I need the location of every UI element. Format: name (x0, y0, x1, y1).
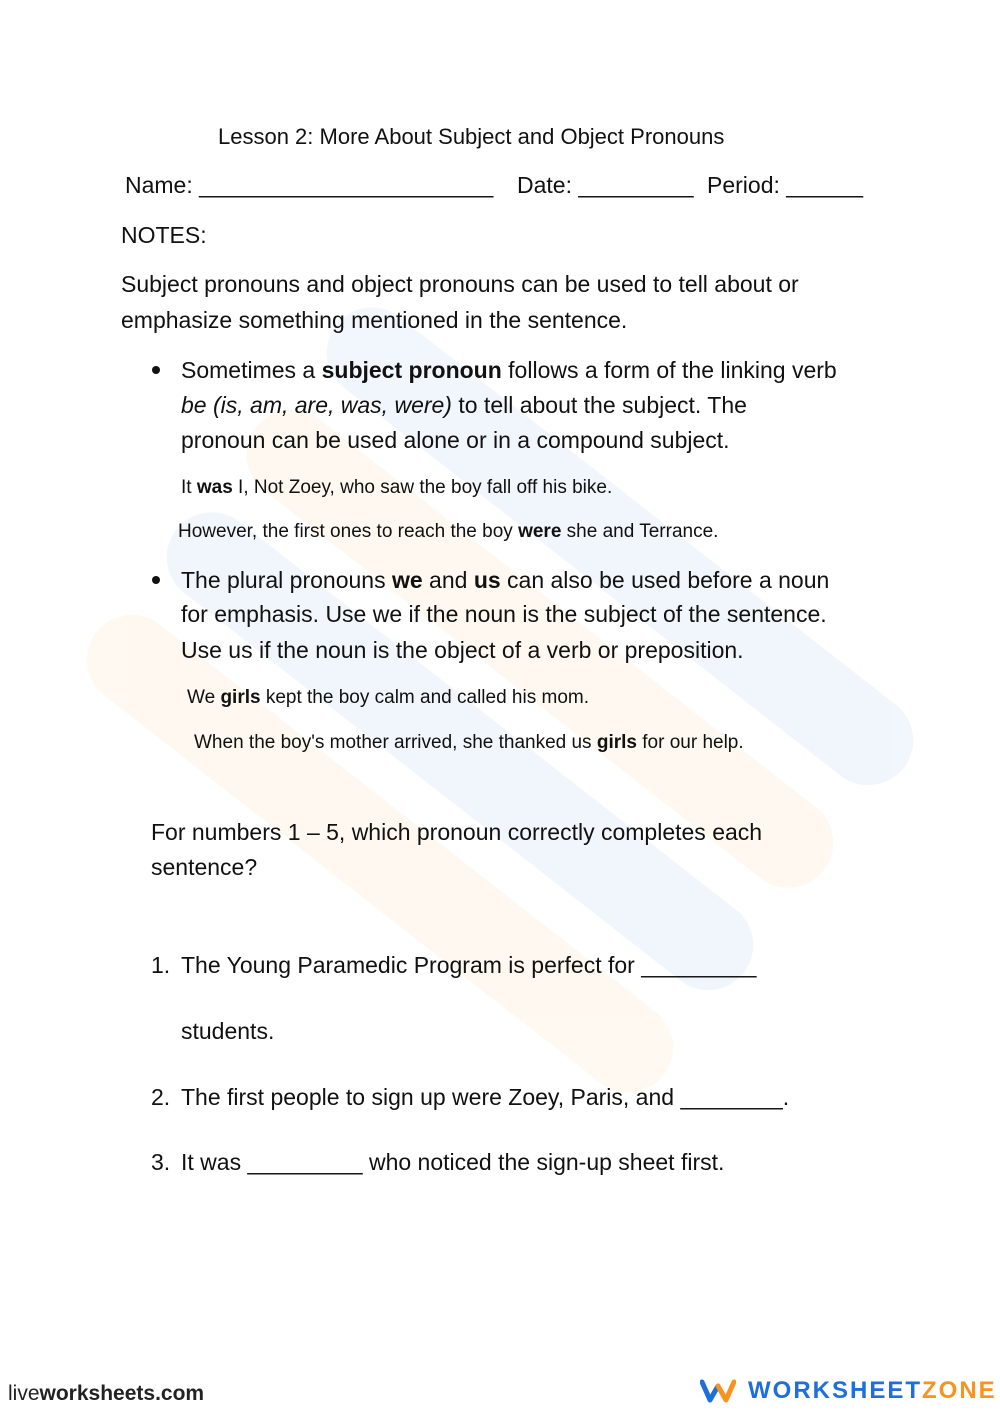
question-1-continuation: students. (181, 1018, 275, 1044)
example-text: However, the first ones to reach the boy (178, 521, 519, 542)
logo-text-worksheet: WORKSHEET (748, 1377, 922, 1404)
example-2 (178, 521, 718, 543)
worksheetzone-w-icon (700, 1379, 736, 1403)
example-1 (181, 477, 612, 499)
logo-text-worksheets: worksheets (39, 1382, 156, 1405)
example-text: It (181, 477, 197, 498)
bullet-dot-2 (152, 576, 160, 584)
example-4 (194, 732, 744, 754)
bullet1-verb-forms: be (is, am, are, was, were) (181, 392, 452, 418)
notes-heading: NOTES: (121, 222, 207, 248)
bullet1-text: Sometimes a (181, 357, 322, 383)
question-3-text[interactable]: It was _________ who noticed the sign-up sheet first. (181, 1149, 725, 1175)
example-text: I, Not Zoey, who saw the boy fall off his bike. (232, 477, 613, 498)
liveworksheets-logo[interactable] (8, 1382, 204, 1406)
example-emphasis: girls (220, 687, 261, 708)
logo-text-zone: ZONE (922, 1377, 997, 1404)
page-title: Lesson 2: More About Subject and Object Pronouns (218, 124, 725, 149)
bullet2-text: and (422, 567, 474, 593)
question-number: 2. (151, 1084, 171, 1110)
intro-line-1: Subject pronouns and object pronouns can be used to tell about or (121, 271, 799, 297)
bullet1-line-2 (181, 392, 747, 419)
instructions-line-2: sentence? (151, 854, 258, 880)
example-emphasis: was (196, 477, 233, 498)
bullet2-line-3: Use us if the noun is the object of a verb or preposition. (181, 637, 744, 663)
example-text: When the boy's mother arrived, she thanked us (194, 732, 597, 753)
example-emphasis: were (518, 521, 562, 542)
bullet2-text: can also be used before a noun (500, 567, 830, 593)
instructions-line-1: For numbers 1 – 5, which pronoun correctly completes each (151, 819, 763, 845)
bullet2-term-us: us (473, 567, 501, 593)
bullet1-line-1 (181, 357, 837, 384)
intro-line-2: emphasize something mentioned in the sentence. (121, 307, 628, 333)
bullet1-term: subject pronoun (321, 357, 502, 383)
question-number: 3. (151, 1149, 171, 1175)
logo-text-com: .com (155, 1382, 205, 1405)
bullet1-line-3: pronoun can be used alone or in a compound subject. (181, 427, 730, 453)
period-field[interactable]: Period: ______ (707, 172, 864, 198)
example-3 (187, 687, 589, 709)
logo-text-live: live (8, 1382, 40, 1405)
date-field[interactable]: Date: _________ (517, 172, 694, 198)
name-field[interactable]: Name: _______________________ (125, 172, 494, 198)
example-text: she and Terrance. (561, 521, 719, 542)
example-text: kept the boy calm and called his mom. (260, 687, 589, 708)
example-emphasis: girls (596, 732, 637, 753)
bullet2-term-we: we (391, 567, 423, 593)
bullet-dot-1 (152, 366, 160, 374)
bullet2-line-1 (181, 567, 829, 594)
example-text: for our help. (636, 732, 744, 753)
question-1-text[interactable]: The Young Paramedic Program is perfect for _________ (181, 952, 757, 978)
question-2-text[interactable]: The first people to sign up were Zoey, Paris, and ________. (181, 1084, 790, 1110)
bullet1-text: to tell about the subject. The (451, 392, 747, 418)
worksheetzone-logo[interactable] (700, 1376, 997, 1406)
question-number: 1. (151, 952, 171, 978)
bullet2-line-2: for emphasis. Use we if the noun is the subject of the sentence. (181, 601, 827, 627)
bullet1-text: follows a form of the linking verb (501, 357, 837, 383)
example-text: We (187, 687, 221, 708)
bullet2-text: The plural pronouns (181, 567, 392, 593)
